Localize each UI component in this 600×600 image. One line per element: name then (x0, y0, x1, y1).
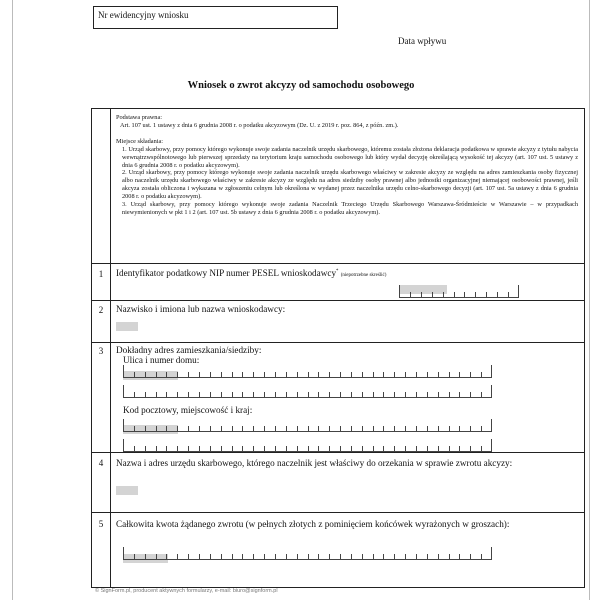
comb-tick (427, 392, 428, 397)
comb-tick (405, 372, 406, 377)
footnote-marker: * (336, 268, 339, 274)
comb-tick (134, 446, 135, 451)
comb-tick (481, 392, 482, 397)
comb-tick (199, 554, 200, 559)
section-number: 3 (98, 346, 104, 356)
taxpayer-id-label-text: Identyfikator podatkowy NIP numer PESEL wnioskodawcy (116, 268, 337, 278)
comb-tick (497, 292, 498, 297)
comb-tick (286, 392, 287, 397)
comb-tick (318, 392, 319, 397)
comb-tick (177, 426, 178, 431)
comb-tick (362, 372, 363, 377)
comb-tick (166, 426, 167, 431)
comb-tick (470, 554, 471, 559)
comb-tick (318, 426, 319, 431)
comb-tick (199, 392, 200, 397)
comb-tick (438, 392, 439, 397)
taxpayer-id-label (116, 268, 386, 278)
comb-tick (221, 392, 222, 397)
comb-tick (399, 285, 400, 297)
comb-tick (329, 392, 330, 397)
comb-tick (432, 292, 433, 297)
comb-tick (454, 292, 455, 297)
comb-tick (459, 446, 460, 451)
form-page (12, 0, 590, 600)
comb-tick (340, 554, 341, 559)
comb-tick (210, 426, 211, 431)
comb-tick (481, 554, 482, 559)
comb-tick (188, 372, 189, 377)
comb-tick (166, 554, 167, 559)
comb-tick (383, 372, 384, 377)
comb-tick (394, 554, 395, 559)
comb-tick (405, 554, 406, 559)
address-label: Dokładny adres zamieszkania/siedziby: (116, 345, 262, 355)
postal-city-field-row1[interactable] (123, 419, 492, 432)
legal-basis-text: Art. 107 ust. 1 ustawy z dnia 6 grudnia 2008 r. o podatku akcyzowym (Dz. U. z 2019 r. poz. 864, z późn. zm.). (120, 121, 399, 129)
comb-tick (464, 292, 465, 297)
comb-tick (308, 392, 309, 397)
evidence-number-box[interactable] (93, 6, 338, 29)
comb-tick (351, 392, 352, 397)
comb-tick (188, 426, 189, 431)
submission-place-heading: Miejsce składania: (116, 137, 164, 145)
submission-place-item: 3. Urząd skarbowy, przy pomocy którego wykonuje swoje zadania Naczelnik Trzeciego Urzędu Skarbowego Warszawa-Śródmieście w Warszawie – w przypadkach niewymienionych w pkt 1 i 2 (art. 107 ust. 5b ustawy z dnia 6 grudnia 2008 r. o podatku akcyzowym). (122, 201, 578, 216)
comb-tick (486, 292, 487, 297)
comb-tick (351, 372, 352, 377)
comb-tick (416, 446, 417, 451)
comb-tick (481, 426, 482, 431)
comb-tick (166, 446, 167, 451)
comb-tick (166, 392, 167, 397)
form-title: Wniosek o zwrot akcyzy od samochodu osobowego (187, 80, 415, 91)
comb-tick (481, 446, 482, 451)
section-number: 1 (98, 269, 104, 279)
comb-tick (199, 372, 200, 377)
comb-tick (242, 446, 243, 451)
comb-tick (410, 292, 411, 297)
section-number: 5 (98, 519, 104, 529)
comb-tick (449, 426, 450, 431)
comb-tick (232, 446, 233, 451)
postal-city-label: Kod pocztowy, miejscowość i kraj: (123, 405, 253, 415)
comb-tick (443, 292, 444, 297)
comb-tick (210, 372, 211, 377)
comb-tick (156, 392, 157, 397)
comb-tick (123, 419, 124, 431)
comb-tick (449, 446, 450, 451)
submission-place-item: 2. Urząd skarbowy, przy pomocy którego wykonuje swoje zadania naczelnik urzędu skarbowego właściwy w zakresie akcyzy ze względu na adres zamieszkania osoby fizycznej albo naczelnik urzędu skarbowego właściwy w zakresie akcyzy ze względu na adres siedziby osoby prawnej albo jednostki organizacyjnej niemającej osobowości prawnej, jeśli akcyza została obliczona i wykazana w zgłoszeniu celnym lub określona w wydanej przez naczelnika urzędu celno-skarbowego decyzji (art. 107 ust. 5a ustawy z dnia 6 grudnia 2008 r. o podatku akcyzowym). (122, 169, 578, 201)
comb-tick (459, 554, 460, 559)
comb-tick (508, 292, 509, 297)
comb-tick (253, 554, 254, 559)
comb-tick (438, 554, 439, 559)
postal-city-field-row2[interactable] (123, 439, 492, 452)
comb-tick (177, 372, 178, 377)
comb-tick (340, 426, 341, 431)
comb-tick (475, 292, 476, 297)
comb-tick (427, 554, 428, 559)
comb-tick (275, 446, 276, 451)
legal-basis-heading: Podstawa prawna: (116, 114, 162, 121)
comb-tick (275, 372, 276, 377)
section-number: 2 (98, 305, 104, 315)
evidence-number-label: Nr ewidencyjny wniosku (98, 10, 189, 20)
comb-tick (491, 439, 492, 451)
refund-amount-label: Całkowita kwota żądanego zwrotu (w pełnych złotych z pominięciem końcówek wyrażonych w groszach): (116, 519, 510, 529)
comb-tick (156, 446, 157, 451)
street-label: Ulica i numer domu: (123, 355, 200, 365)
receipt-date-label: Data wpływu (398, 36, 447, 46)
comb-tick (416, 554, 417, 559)
comb-tick (232, 554, 233, 559)
comb-tick (188, 446, 189, 451)
comb-tick (188, 554, 189, 559)
comb-tick (459, 372, 460, 377)
comb-tick (134, 426, 135, 431)
comb-tick (253, 446, 254, 451)
comb-tick (134, 392, 135, 397)
comb-tick (123, 439, 124, 451)
comb-tick (232, 426, 233, 431)
comb-tick (286, 372, 287, 377)
comb-tick (232, 372, 233, 377)
comb-tick (308, 554, 309, 559)
comb-tick (264, 392, 265, 397)
comb-tick (275, 392, 276, 397)
comb-tick (491, 419, 492, 431)
comb-tick (221, 446, 222, 451)
comb-tick (210, 446, 211, 451)
comb-tick (264, 426, 265, 431)
comb-tick (351, 426, 352, 431)
comb-tick (210, 392, 211, 397)
comb-tick (491, 365, 492, 377)
comb-tick (199, 426, 200, 431)
comb-tick (340, 392, 341, 397)
comb-tick (297, 446, 298, 451)
comb-tick (253, 392, 254, 397)
comb-tick (308, 446, 309, 451)
comb-tick (340, 446, 341, 451)
comb-tick (286, 426, 287, 431)
comb-tick (286, 446, 287, 451)
comb-tick (177, 554, 178, 559)
comb-tick (297, 426, 298, 431)
comb-tick (210, 554, 211, 559)
tax-office-label: Nazwa i adres urzędu skarbowego, którego naczelnik jest właściwy do orzekania w sprawie zwrotu akcyzy: (116, 458, 513, 468)
street-field-row2[interactable] (123, 385, 492, 398)
comb-tick (297, 392, 298, 397)
comb-tick (199, 446, 200, 451)
comb-tick (394, 372, 395, 377)
comb-tick (318, 446, 319, 451)
comb-tick (383, 554, 384, 559)
submission-place-item: 1. Urząd skarbowy, przy pomocy którego wykonuje swoje zadania naczelnik urzędu skarbowego, któremu została złożona deklaracja podatkowa w sprawie akcyzy z tytułu nabycia wewnątrzwspólnotowego lub pierwszej sprzedaży na terytorium kraju samochodu osobowego lub który wydał decyzję określającą wysokość tej akcyzy (art. 107 ust. 5 ustawy z dnia 6 grudnia 2008 r. o podatku akcyzowym). (122, 145, 578, 169)
comb-tick (242, 554, 243, 559)
comb-tick (362, 554, 363, 559)
comb-tick (449, 554, 450, 559)
comb-tick (329, 372, 330, 377)
comb-tick (232, 392, 233, 397)
tax-office-field[interactable] (116, 486, 138, 495)
comb-tick (308, 372, 309, 377)
comb-tick (416, 426, 417, 431)
comb-tick (221, 554, 222, 559)
comb-tick (286, 554, 287, 559)
street-field-row1[interactable] (123, 365, 492, 378)
comb-tick (123, 365, 124, 377)
comb-tick (405, 392, 406, 397)
comb-tick (156, 372, 157, 377)
taxpayer-id-field[interactable] (399, 285, 519, 298)
comb-tick (145, 446, 146, 451)
comb-tick (470, 372, 471, 377)
comb-tick (264, 554, 265, 559)
comb-tick (351, 554, 352, 559)
comb-tick (221, 426, 222, 431)
comb-tick (145, 392, 146, 397)
comb-tick (329, 446, 330, 451)
comb-tick (470, 392, 471, 397)
comb-tick (470, 426, 471, 431)
comb-tick (405, 446, 406, 451)
comb-tick (275, 554, 276, 559)
comb-tick (438, 372, 439, 377)
row-divider (92, 300, 584, 301)
comb-tick (297, 554, 298, 559)
comb-tick (394, 426, 395, 431)
comb-tick (264, 446, 265, 451)
comb-tick (242, 392, 243, 397)
comb-tick (449, 392, 450, 397)
comb-tick (427, 446, 428, 451)
comb-tick (470, 446, 471, 451)
comb-tick (383, 446, 384, 451)
applicant-name-field[interactable] (116, 322, 138, 331)
comb-tick (145, 426, 146, 431)
comb-tick (362, 446, 363, 451)
row-divider (92, 512, 584, 513)
footer-copyright: © SignForm.pl, producent aktywnych formularzy, e-mail: biuro@signform.pl (95, 588, 278, 594)
comb-tick (362, 426, 363, 431)
comb-tick (518, 285, 519, 297)
comb-tick (134, 554, 135, 559)
comb-tick (481, 372, 482, 377)
comb-tick (373, 392, 374, 397)
comb-tick (275, 426, 276, 431)
comb-tick (373, 426, 374, 431)
comb-tick (491, 547, 492, 559)
comb-tick (156, 426, 157, 431)
comb-tick (177, 392, 178, 397)
comb-tick (221, 372, 222, 377)
row-divider (92, 342, 584, 343)
comb-tick (318, 372, 319, 377)
comb-tick (394, 446, 395, 451)
row-divider (92, 263, 584, 264)
comb-tick (416, 392, 417, 397)
comb-tick (264, 372, 265, 377)
comb-tick (373, 446, 374, 451)
legal-basis-block (116, 114, 578, 217)
comb-tick (362, 392, 363, 397)
comb-tick (459, 392, 460, 397)
comb-tick (329, 554, 330, 559)
comb-tick (383, 426, 384, 431)
comb-tick (166, 372, 167, 377)
comb-tick (188, 392, 189, 397)
comb-tick (242, 426, 243, 431)
comb-tick (340, 372, 341, 377)
comb-tick (405, 426, 406, 431)
comb-tick (329, 426, 330, 431)
comb-tick (416, 372, 417, 377)
comb-tick (177, 446, 178, 451)
comb-tick (438, 446, 439, 451)
comb-tick (145, 372, 146, 377)
comb-tick (394, 392, 395, 397)
comb-tick (253, 426, 254, 431)
row-divider (92, 452, 584, 453)
comb-tick (253, 372, 254, 377)
comb-tick (438, 426, 439, 431)
comb-tick (427, 426, 428, 431)
applicant-name-label: Nazwisko i imiona lub nazwa wnioskodawcy: (116, 304, 286, 314)
comb-tick (123, 547, 124, 559)
comb-tick (242, 372, 243, 377)
comb-tick (449, 372, 450, 377)
comb-tick (351, 446, 352, 451)
column-divider (110, 109, 111, 587)
comb-tick (491, 385, 492, 397)
strike-note: (niepotrzebne skreślić) (340, 273, 387, 278)
comb-tick (156, 554, 157, 559)
comb-tick (318, 554, 319, 559)
comb-tick (123, 385, 124, 397)
comb-tick (145, 554, 146, 559)
comb-tick (383, 392, 384, 397)
comb-tick (421, 292, 422, 297)
comb-tick (134, 372, 135, 377)
comb-tick (427, 372, 428, 377)
form-table (91, 108, 585, 588)
comb-tick (297, 372, 298, 377)
comb-tick (373, 372, 374, 377)
comb-tick (459, 426, 460, 431)
comb-tick (308, 426, 309, 431)
section-number: 4 (98, 458, 104, 468)
comb-tick (373, 554, 374, 559)
refund-amount-field[interactable] (123, 547, 492, 560)
